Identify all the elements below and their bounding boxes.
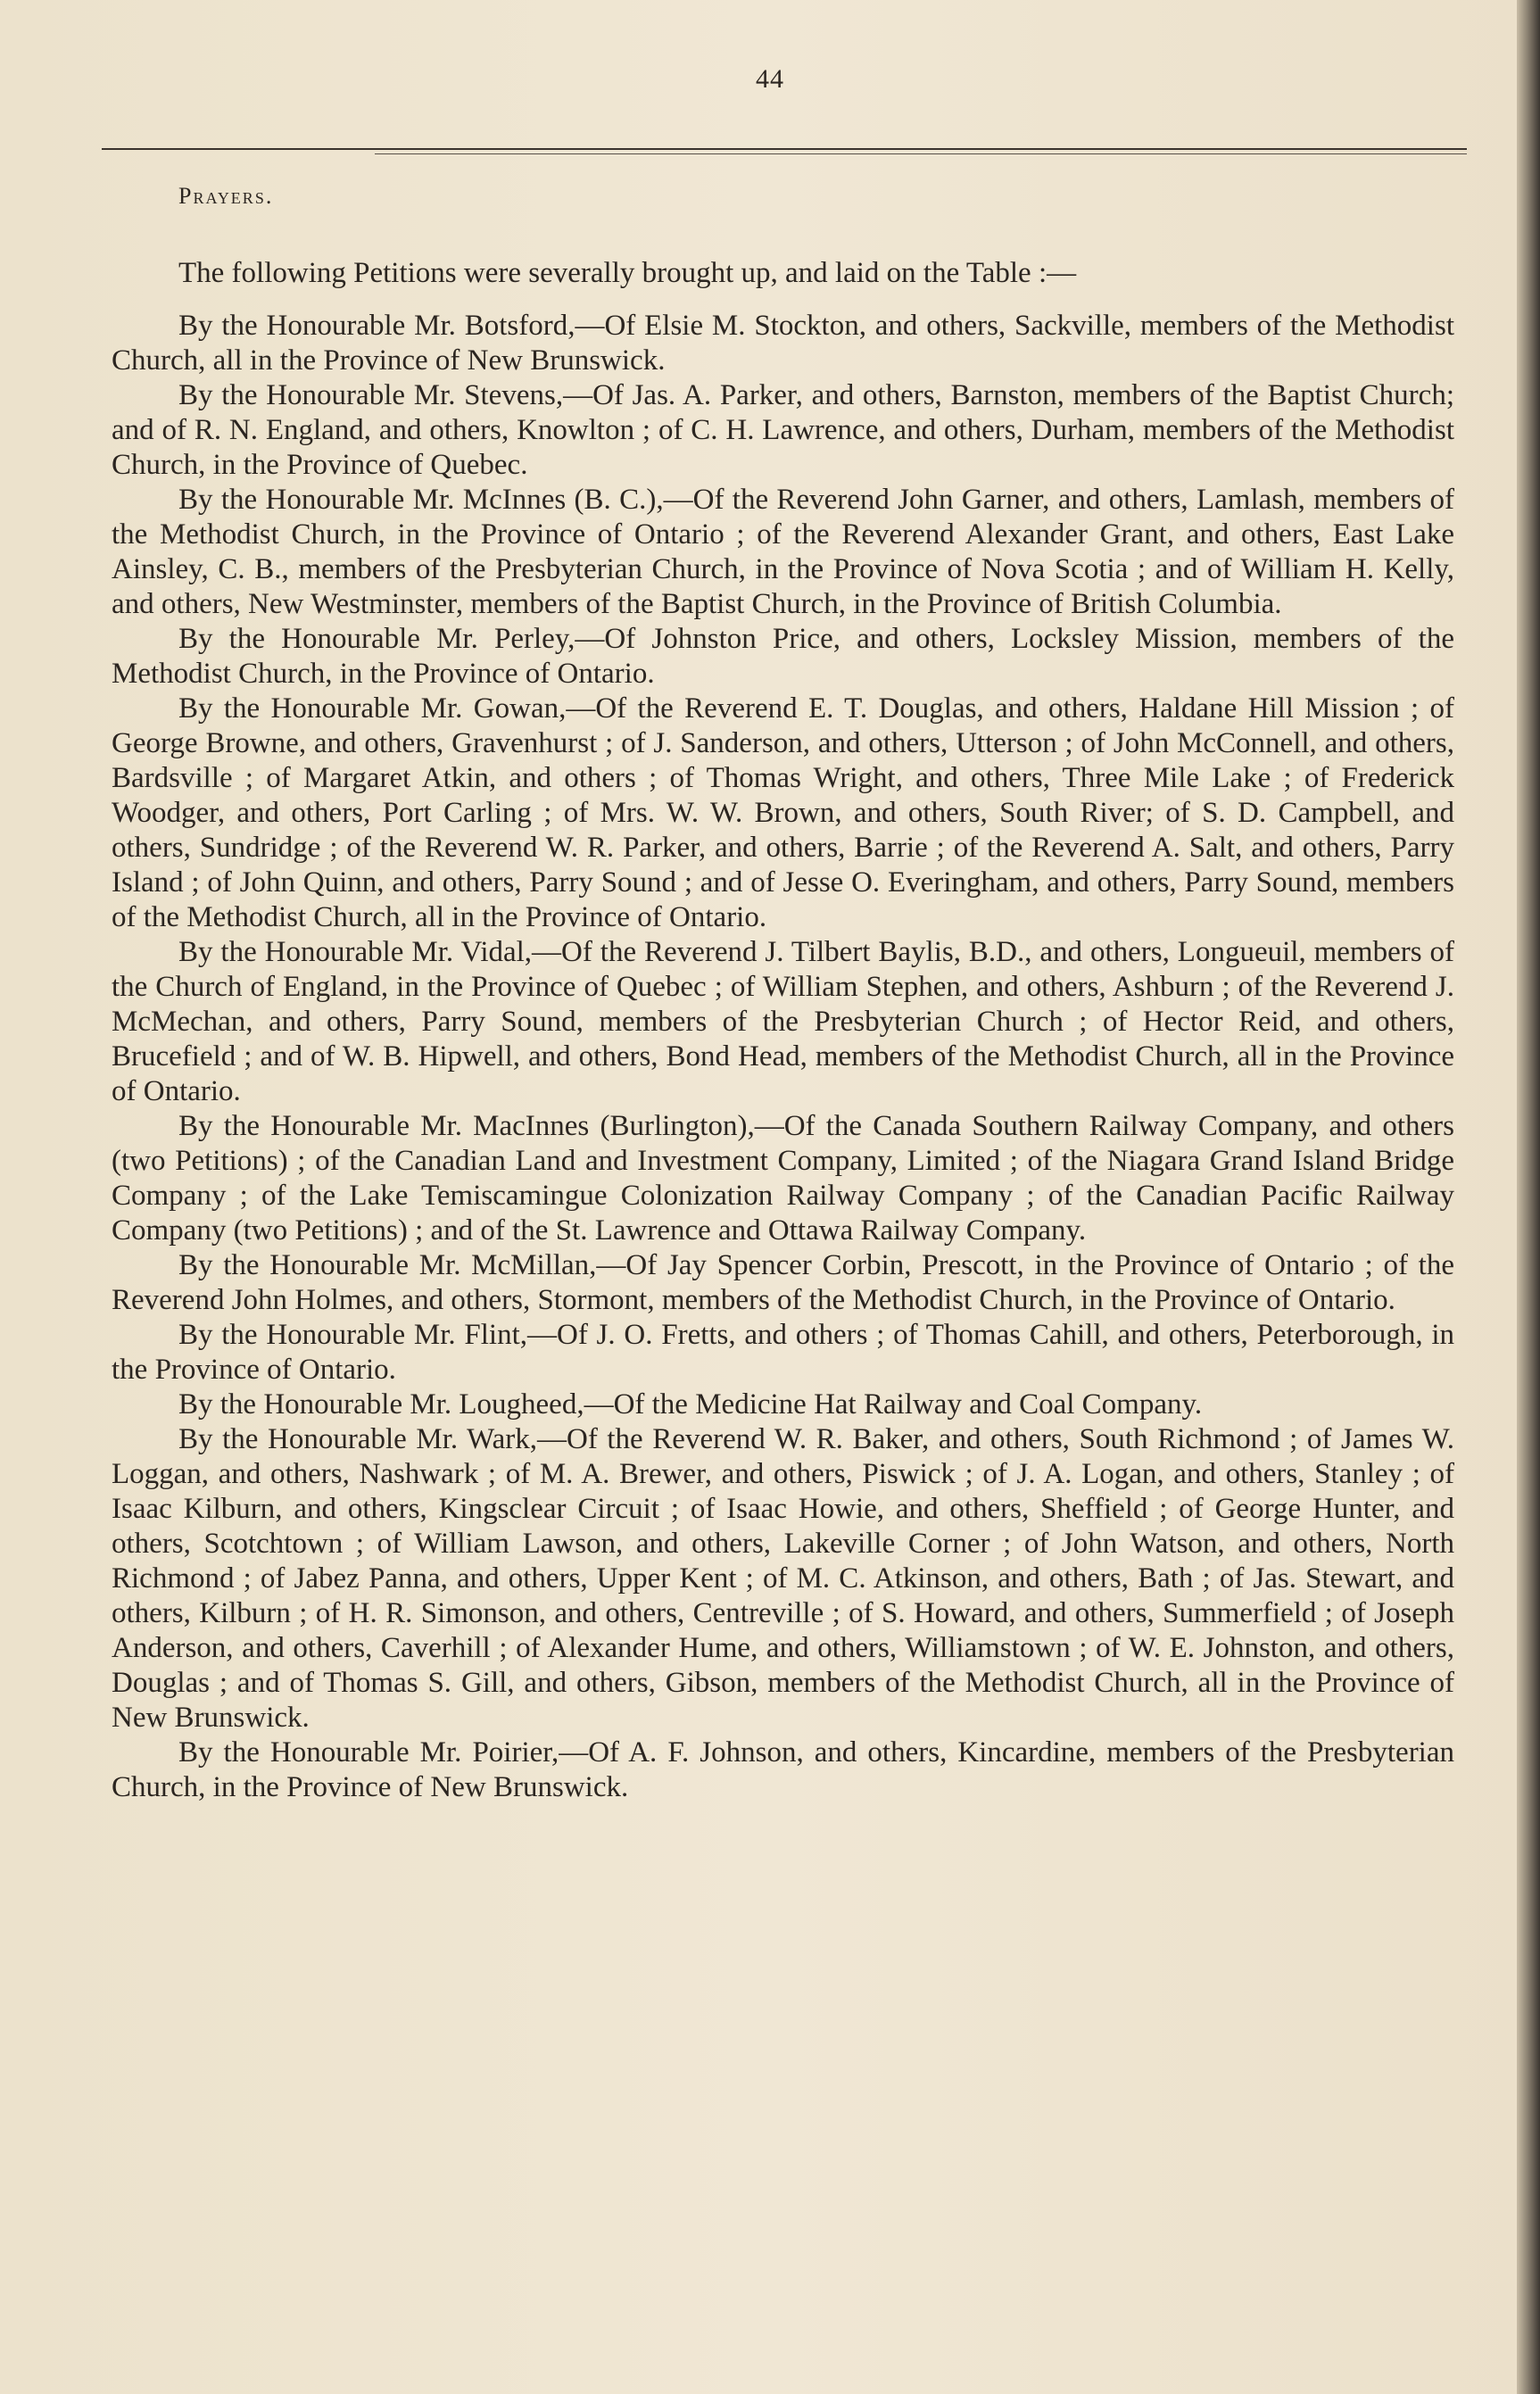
section-heading: Prayers. [178,183,274,209]
petition-paragraph-perley: By the Honourable Mr. Perley,—Of Johnston Price, and others, Locksley Mission, members of the Methodist Church, in the Province of Ontario. [112,623,1454,690]
petition-paragraph-mcinnes: By the Honourable Mr. McInnes (B. C.),—Of the Reverend John Garner, and others, Lamlash, members of the Methodist Church, in the Province of Ontario ; of the Reverend Alexander Grant, and others, East Lake Ainsley, C. B., members of the Presbyterian Church, in the Province of Nova Scotia ; and of William H. Kelly, and others, New Westminster, members of the Baptist Church, in the Province of British Columbia. [112,484,1454,620]
page-binding-edge [1517,0,1540,2394]
petition-paragraph-vidal: By the Honourable Mr. Vidal,—Of the Reverend J. Tilbert Baylis, B.D., and others, Longueuil, members of the Church of England, in the Province of Quebec ; of William Stephen, and others, Ashburn ; of the Reverend J. McMechan, and others, Parry Sound, members of the Presbyterian Church ; of Hector Reid, and others, Brucefield ; and of W. B. Hipwell, and others, Bond Head, members of the Methodist Church, all in the Province of Ontario. [112,936,1454,1107]
petition-paragraph-flint: By the Honourable Mr. Flint,—Of J. O. Fretts, and others ; of Thomas Cahill, and others, Peterborough, in the Province of Ontario. [112,1319,1454,1386]
intro-paragraph: The following Petitions were severally brought up, and laid on the Table :— [178,257,1077,289]
petition-paragraph-macinnes: By the Honourable Mr. MacInnes (Burlington),—Of the Canada Southern Railway Company, and others (two Petitions) ; of the Canadian Land and Investment Company, Limited ; of the Niagara Grand Island Bridge Company ; of the Lake Temiscamingue Colonization Railway Company ; of the Canadian Pacific Railway Company (two Petitions) ; and of the St. Lawrence and Ottawa Railway Company. [112,1110,1454,1247]
header-rule [102,148,1467,150]
petition-paragraph-stevens: By the Honourable Mr. Stevens,—Of Jas. A. Parker, and others, Barnston, members of the Baptist Church; and of R. N. England, and others, Knowlton ; of C. H. Lawrence, and others, Durham, members of the Methodist Church, in the Province of Quebec. [112,379,1454,481]
header-rule-secondary [375,153,1467,154]
petition-paragraph-lougheed: By the Honourable Mr. Lougheed,—Of the Medicine Hat Railway and Coal Company. [178,1388,1203,1421]
petition-paragraph-wark: By the Honourable Mr. Wark,—Of the Reverend W. R. Baker, and others, South Richmond ; of James W. Loggan, and others, Nashwark ; of M. A. Brewer, and others, Piswick ; of J. A. Logan, and others, Stanley ; of Isaac Kilburn, and others, Kingsclear Circuit ; of Isaac Howie, and others, Sheffield ; of George Hunter, and others, Scotchtown ; of William Lawson, and others, Lakeville Corner ; of John Watson, and others, North Richmond ; of Jabez Panna, and others, Upper Kent ; of M. C. Atkinson, and others, Bath ; of Jas. Stewart, and others, Kilburn ; of H. R. Simonson, and others, Centreville ; of S. Howard, and others, Summerfield ; of Joseph Anderson, and others, Caverhill ; of Alexander Hume, and others, Williamstown ; of W. E. Johnston, and others, Douglas ; and of Thomas S. Gill, and others, Gibson, members of the Methodist Church, all in the Province of New Brunswick. [112,1423,1454,1734]
petition-paragraph-mcmillan: By the Honourable Mr. McMillan,—Of Jay Spencer Corbin, Prescott, in the Province of Ontario ; of the Reverend John Holmes, and others, Stormont, members of the Methodist Church, in the Province of Ontario. [112,1249,1454,1316]
petition-paragraph-gowan: By the Honourable Mr. Gowan,—Of the Reverend E. T. Douglas, and others, Haldane Hill Mission ; of George Browne, and others, Gravenhurst ; of J. Sanderson, and others, Utterson ; of John McConnell, and others, Bardsville ; of Margaret Atkin, and others ; of Thomas Wright, and others, Three Mile Lake ; of Frederick Woodger, and others, Port Carling ; of Mrs. W. W. Brown, and others, South River; of S. D. Campbell, and others, Sundridge ; of the Reverend W. R. Parker, and others, Barrie ; of the Reverend A. Salt, and others, Parry Island ; of John Quinn, and others, Parry Sound ; and of Jesse O. Everingham, and others, Parry Sound, members of the Methodist Church, all in the Province of Ontario. [112,692,1454,933]
page-number: 44 [756,64,784,94]
petitions-text [112,256,1454,1805]
petition-paragraph-poirier: By the Honourable Mr. Poirier,—Of A. F. Johnson, and others, Kincardine, members of the Presbyterian Church, in the Province of New Brunswick. [112,1736,1454,1803]
petition-paragraph-botsford: By the Honourable Mr. Botsford,—Of Elsie M. Stockton, and others, Sackville, members of the Methodist Church, all in the Province of New Brunswick. [112,310,1454,377]
